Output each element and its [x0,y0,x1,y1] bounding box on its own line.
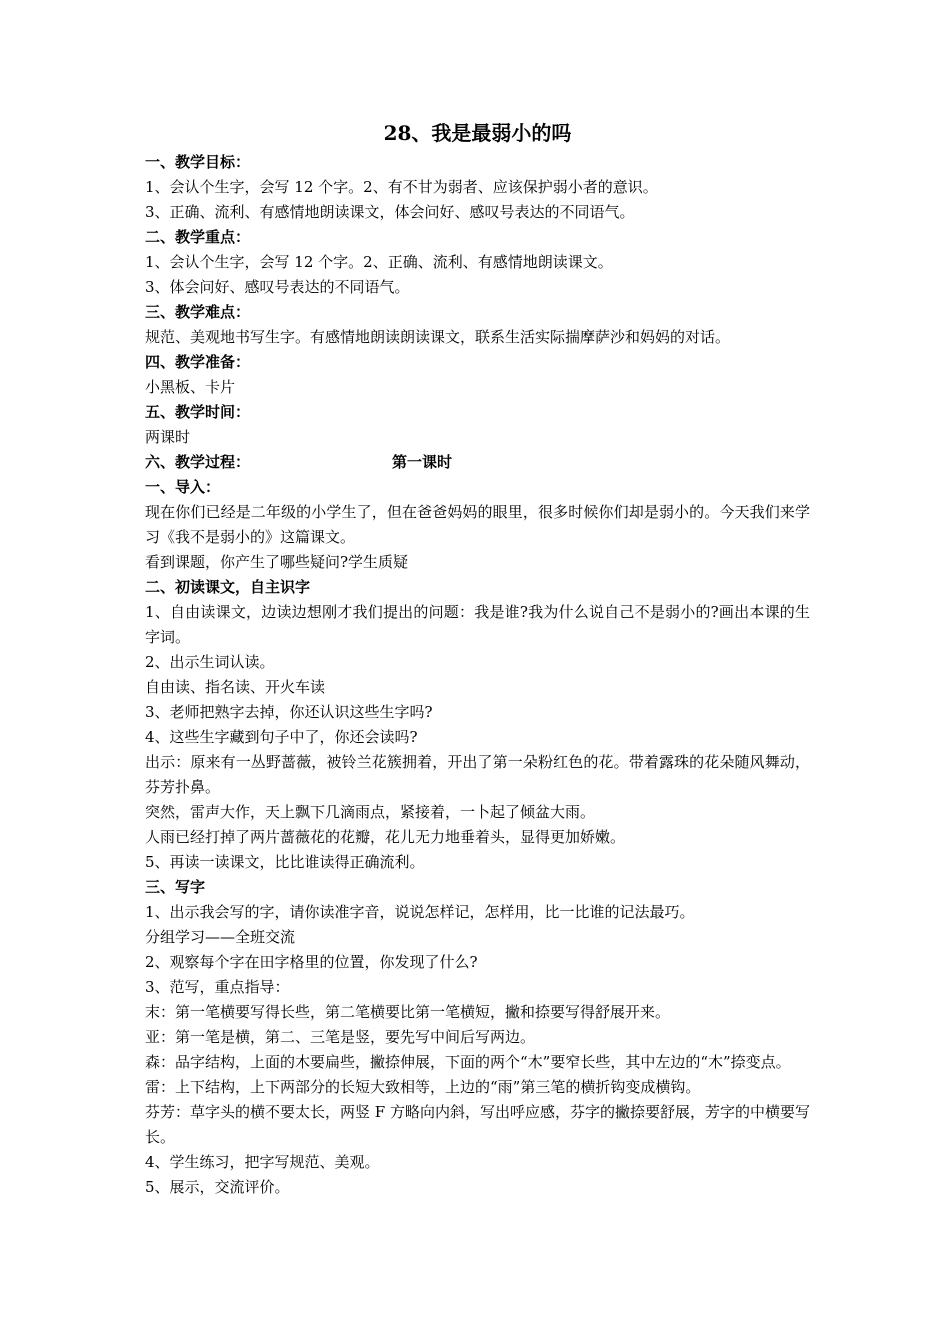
paragraph: 分组学习——全班交流 [145,928,296,946]
section-heading: 一、教学目标： [145,153,251,171]
paragraph: 看到课题，你产生了哪些疑问?学生质疑 [145,553,409,571]
paragraph: 2、观察每个字在田字格里的位置，你发现了什么? [145,953,478,971]
paragraph: 自由读、指名读、开火车读 [145,678,326,696]
paragraph: 4、这些生字藏到句子中了，你还会读吗? [145,728,418,746]
paragraph: 末：第一笔横要写得长些，第二笔横要比第一笔横短，撇和捺要写得舒展开来。 [145,1003,671,1021]
section-heading: 六、教学过程： [145,453,251,471]
paragraph: 1、会认个生字，会写 12 个字。2、正确、流利、有感情地朗读课文。 [145,253,613,271]
paragraph: 现在你们已经是二年级的小学生了，但在爸爸妈妈的眼里，很多时候你们却是弱小的。今天我们来学习《我不是弱小的》这篇课文。 [145,503,810,546]
section-heading: 三、教学难点： [145,303,251,321]
paragraph: 3、体会问好、感叹号表达的不同语气。 [145,278,410,296]
paragraph: 人雨已经打掉了两片蔷薇花的花瓣，花儿无力地垂着头，显得更加娇嫩。 [145,828,626,846]
section-heading: 二、教学重点： [145,228,251,246]
subsection-heading: 第一课时 [392,453,453,471]
paragraph: 3、范写，重点指导： [145,978,290,996]
section-heading: 二、初读课文，自主识字 [145,578,311,596]
paragraph: 4、学生练习，把字写规范、美观。 [145,1153,380,1171]
paragraph: 两课时 [145,428,191,446]
paragraph: 1、出示我会写的字，请你读准字音，说说怎样记，怎样用，比一比谁的记法最巧。 [145,903,695,921]
paragraph: 5、再读一读课文，比比谁读得正确流利。 [145,853,425,871]
paragraph: 芬芳：草字头的横不要太长，两竖 F 方略向内斜，写出呼应感，芬字的撇捺要舒展，芳字的中横要写长。 [145,1103,810,1146]
paragraph: 亚：第一笔是横，第二、三笔是竖，要先写中间后写两边。 [145,1028,536,1046]
paragraph: 5、展示，交流评价。 [145,1178,290,1196]
paragraph: 1、自由读课文，边读边想刚才我们提出的问题：我是谁?我为什么说自己不是弱小的?画出本课的生字词。 [145,603,810,646]
paragraph: 规范、美观地书写生字。有感情地朗读朗读课文，联系生活实际揣摩萨沙和妈妈的对话。 [145,328,731,346]
paragraph: 出示：原来有一丛野蔷薇，被铃兰花簇拥着，开出了第一朵粉红色的花。带着露珠的花朵随风舞动，芬芳扑鼻。 [145,753,810,796]
document-page [145,120,810,1200]
paragraph: 雷：上下结构，上下两部分的长短大致相等，上边的“雨”第三笔的横折钩变成横钩。 [145,1078,701,1096]
lesson-title: 28、我是最弱小的吗 [383,121,572,145]
section-heading-row [145,450,810,475]
paragraph: 2、出示生词认读。 [145,653,275,671]
paragraph: 突然，雷声大作，天上飘下几滴雨点，紧接着，一卜起了倾盆大雨。 [145,803,596,821]
paragraph: 3、正确、流利、有感情地朗读课文，体会问好、感叹号表达的不同语气。 [145,203,635,221]
paragraph: 森：品字结构，上面的木要扁些，撇捺伸展，下面的两个“木”要窄长些，其中左边的“木”捺变点。 [145,1053,791,1071]
paragraph: 1、会认个生字，会写 12 个字。2、有不甘为弱者、应该保护弱小者的意识。 [145,178,658,196]
section-heading: 五、教学时间： [145,403,251,421]
paragraph: 3、老师把熟字去掉，你还认识这些生字吗? [145,703,433,721]
paragraph: 小黑板、卡片 [145,378,236,396]
section-heading: 三、写字 [145,878,206,896]
section-heading: 四、教学准备： [145,353,251,371]
section-heading: 一、导入： [145,478,221,496]
